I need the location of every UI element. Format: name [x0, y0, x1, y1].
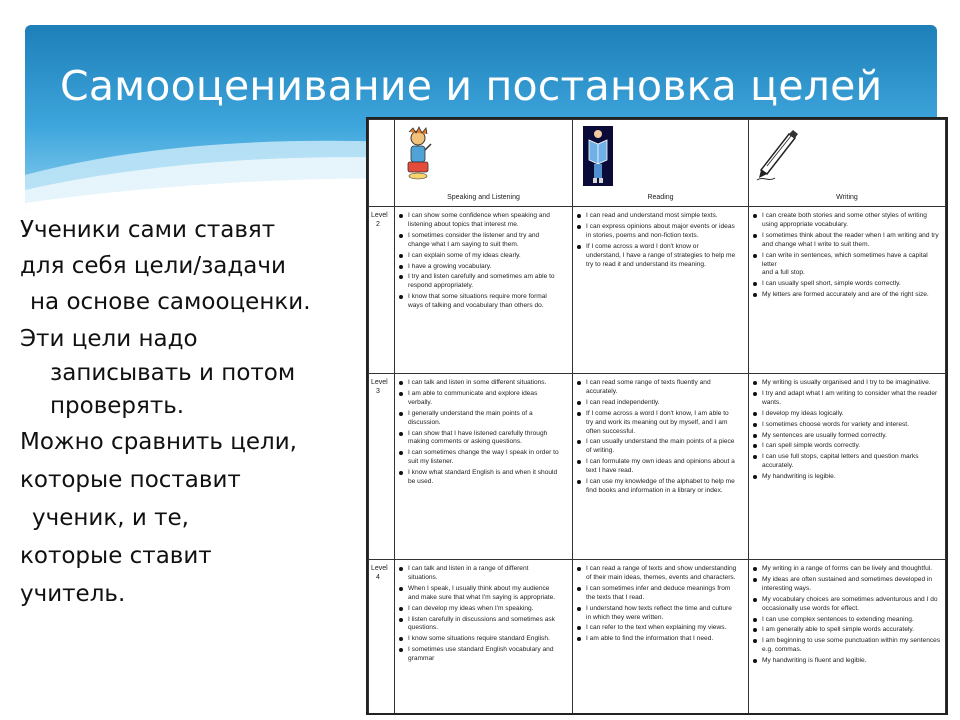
criterion: I can use full stops, capital letters and question marks accurately.	[762, 453, 941, 471]
slide-title: Самооценивание и постановка целей	[60, 62, 883, 110]
criterion: I am able to communicate and explore ideas verbally.	[408, 390, 568, 408]
reading-book-icon	[583, 126, 613, 191]
criterion: I sometimes choose words for variety and interest.	[762, 421, 941, 430]
column-label: Writing	[836, 194, 858, 201]
criterion: I can read independently.	[586, 399, 744, 408]
body-line: для себя цели/задачи	[20, 253, 286, 280]
column-header-reading	[573, 120, 749, 207]
criterion: When I speak, I usually think about my audience and make sure that what I'm saying is appropriate.	[408, 585, 568, 603]
rubric-row-level-2	[369, 207, 946, 374]
criterion: I can develop my ideas when I'm speaking.	[408, 605, 568, 614]
body-line: на основе самооценки.	[30, 289, 311, 316]
rubric-row-level-3	[369, 374, 946, 560]
criterion: I sometimes consider the listener and try and change what I am saying to suit them.	[408, 232, 568, 250]
column-label: Speaking and Listening	[447, 194, 520, 201]
criteria-list	[750, 208, 944, 304]
rubric-header-row	[369, 120, 946, 207]
criterion: I can show some confidence when speaking and listening about topics that interest me.	[408, 212, 568, 230]
criterion: I have a growing vocabulary.	[408, 263, 568, 272]
level-cell	[369, 207, 395, 374]
criterion: I sometimes think about the reader when I am writing and try and change what I write to suit them.	[762, 232, 941, 250]
criterion: I can show that I have listened carefully through making comments or asking questions.	[408, 430, 568, 448]
criterion: I am generally able to spell simple words accurately.	[762, 626, 941, 635]
criterion: I understand how texts reflect the time and culture in which they were written.	[586, 605, 744, 623]
criterion: My ideas are often sustained and sometimes developed in interesting ways.	[762, 576, 941, 594]
criterion: My handwriting is fluent and legible.	[762, 657, 941, 666]
criterion: I can formulate my own ideas and opinions about a text I have read.	[586, 458, 744, 476]
criterion: I can usually understand the main points of a piece of writing.	[586, 438, 744, 456]
criterion: I develop my ideas logically.	[762, 410, 941, 419]
criteria-list	[574, 375, 747, 500]
body-line: ученик, и те,	[32, 504, 189, 531]
body-line: которые поставит	[20, 466, 241, 493]
criterion: I listen carefully in discussions and sometimes ask questions.	[408, 616, 568, 634]
level-number: 4	[376, 574, 380, 581]
criteria-list	[396, 561, 571, 668]
criterion: I can use my knowledge of the alphabet to help me find books and information in a library or index.	[586, 478, 744, 496]
criterion: I can usually spell short, simple words correctly.	[762, 280, 941, 289]
writing-cell	[749, 374, 946, 560]
criteria-list	[396, 375, 571, 491]
criterion: I can read a range of texts and show understanding of their main ideas, themes, events and characters.	[586, 565, 744, 583]
criterion: I try and adapt what I am writing to consider what the reader wants.	[762, 390, 941, 408]
criterion: I can create both stories and some other styles of writing using appropriate vocabulary.	[762, 212, 941, 230]
level-label: Level	[371, 379, 388, 386]
speaking-cell	[395, 374, 573, 560]
body-line: Эти цели надо	[20, 325, 198, 352]
column-header-speaking	[395, 120, 573, 207]
criterion: I can read some range of texts fluently and accurately.	[586, 379, 744, 397]
criteria-list	[750, 561, 944, 670]
criterion: My handwriting is legible.	[762, 473, 941, 482]
body-text	[20, 212, 370, 613]
criterion: I can refer to the text when explaining my views.	[586, 624, 744, 633]
level-cell	[369, 374, 395, 560]
assessment-rubric	[366, 117, 948, 715]
criterion: I can sometimes change the way I speak in order to suit my listener.	[408, 449, 568, 467]
criterion: I know some situations require standard English.	[408, 635, 568, 644]
reading-cell	[573, 374, 749, 560]
rubric-row-level-4	[369, 560, 946, 716]
body-line: Можно сравнить цели,	[20, 428, 297, 455]
criterion: My vocabulary choices are sometimes adventurous and I do occasionally use words for effect.	[762, 596, 941, 614]
level-label: Level	[371, 565, 388, 572]
criteria-list	[574, 208, 747, 273]
speaking-figure-icon	[403, 126, 433, 187]
criterion: If I come across a word I don't know or understand, I have a range of strategies to help me try to read it and understand its meaning.	[586, 243, 744, 270]
criterion: I am able to find the information that I need.	[586, 635, 744, 644]
column-label: Reading	[647, 194, 674, 201]
criterion: If I come across a word I don't know, I am able to try and work its meaning out by myself, and I am often successful.	[586, 410, 744, 437]
body-line: Ученики сами ставят	[20, 217, 276, 243]
body-line: учитель.	[20, 580, 126, 607]
writing-cell	[749, 207, 946, 374]
criterion: My writing in a range of forms can be lively and thoughtful.	[762, 565, 941, 574]
criterion: I generally understand the main points of a discussion.	[408, 410, 568, 428]
criterion: I can spell simple words correctly.	[762, 442, 941, 451]
criteria-list	[396, 208, 571, 315]
criteria-list	[750, 375, 944, 486]
body-line: проверять.	[50, 392, 185, 419]
level-cell	[369, 560, 395, 716]
pen-quill-icon	[755, 126, 799, 187]
criterion: I can read and understand most simple texts.	[586, 212, 744, 221]
level-number: 3	[376, 388, 380, 395]
criterion: I sometimes use standard English vocabulary and grammar	[408, 646, 568, 664]
rubric-corner-cell	[369, 120, 395, 207]
body-line: которые ставит	[20, 542, 212, 569]
criterion: I try and listen carefully and sometimes am able to respond appropriately.	[408, 273, 568, 291]
speaking-cell	[395, 560, 573, 716]
body-line: записывать и потом	[50, 359, 296, 386]
criterion: I can talk and listen in a range of different situations.	[408, 565, 568, 583]
reading-cell	[573, 560, 749, 716]
criteria-list	[574, 561, 747, 648]
criterion: I can explain some of my ideas clearly.	[408, 252, 568, 261]
reading-cell	[573, 207, 749, 374]
criterion: I can use complex sentences to extending meaning.	[762, 616, 941, 625]
criterion: My writing is usually organised and I try to be imaginative.	[762, 379, 941, 388]
criterion: My letters are formed accurately and are of the right size.	[762, 291, 941, 300]
criterion: I am beginning to use some punctuation within my sentences e.g. commas.	[762, 637, 941, 654]
criterion: I know that some situations require more formal ways of talking and vocabulary than others do.	[408, 293, 568, 311]
speaking-cell	[395, 207, 573, 374]
criterion: My sentences are usually formed correctly.	[762, 432, 941, 441]
criterion: I can express opinions about major events or ideas in stories, poems and non-fiction texts.	[586, 223, 744, 241]
level-label: Level	[371, 212, 388, 219]
writing-cell	[749, 560, 946, 716]
level-number: 2	[376, 221, 380, 228]
criterion: I can talk and listen in some different situations.	[408, 379, 568, 388]
criterion: I can write in sentences, which sometimes have a capital letter and a full stop.	[762, 252, 941, 279]
criterion: I can sometimes infer and deduce meanings from the texts that I read.	[586, 585, 744, 603]
column-header-writing	[749, 120, 946, 207]
criterion: I know what standard English is and when it should be used.	[408, 469, 568, 487]
rubric-table	[368, 119, 946, 715]
